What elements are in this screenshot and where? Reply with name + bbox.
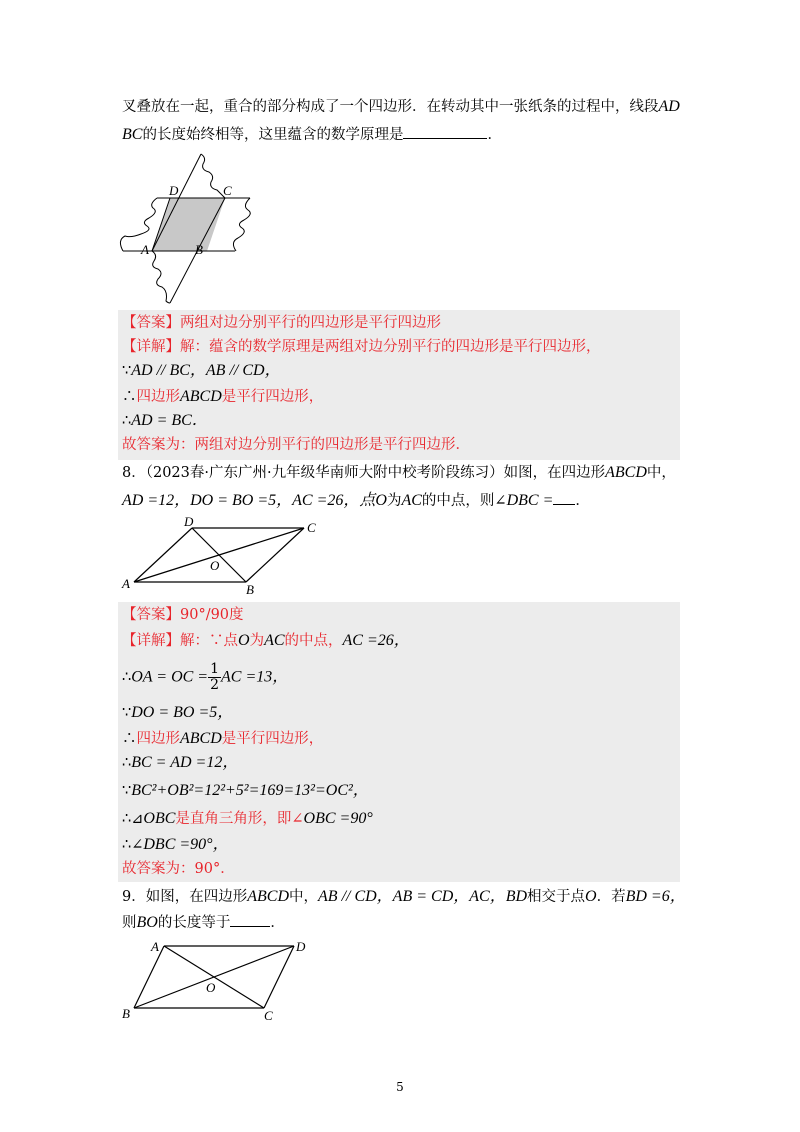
stem-end: ． [487,127,502,143]
q8-stem-line2 [122,490,590,512]
step-text: 是直角三角形，即∠ [175,811,304,827]
q7-stem-line1 [122,96,680,118]
q7-step2 [122,386,323,408]
therefore-symbol: ∴ [122,413,132,429]
final-answer: 故答案为：两组对边分别平行的四边形是平行四边形． [122,437,470,453]
step-text-end: 是平行四边形， [221,389,324,405]
angle-dbc: DBC = [506,492,554,509]
step-text-end: 是平行四边形， [221,731,324,747]
because-symbol: ∵ [122,783,132,799]
label-d: D [169,183,179,198]
label-c: C [223,183,232,198]
q8-step4 [122,752,238,774]
stem-text: 8．（2023春·广东广州·九年级华南师大附中校考阶段练习）如图，在四边形 [122,465,606,481]
stem-text: 中， [646,465,676,481]
q9-stem-line2 [122,912,285,934]
figure-q8-quadrilateral [118,514,328,600]
math-pythagoras: BC²+OB²=12²+5²=169=13²=OC²， [131,782,369,799]
figure-q9-parallelogram [118,936,318,1024]
stem-text: 为 [386,493,402,509]
because-symbol: ∵ [122,363,132,379]
label-b: B [122,1006,130,1021]
answer-text: 两组对边分别平行的四边形是平行四边形 [180,315,441,331]
answer-blank [403,138,487,139]
math-equal: BC = AD =12， [131,754,239,771]
stem-text: 的中点，则∠ [421,493,507,509]
q8-detail [122,630,410,652]
label-b: B [246,582,254,597]
answer-text: 90°/90度 [180,607,244,623]
segment-ac: AC [401,492,422,509]
because-symbol: ∵ [122,705,132,721]
detail-tag: 【详解】 [122,633,180,649]
point-o: O [585,888,597,905]
q8-step2 [122,702,233,724]
quad-name: ABCD [180,388,222,405]
math-parallel: AD // BC，AB // CD， [131,362,281,379]
given-bd: BD =6， [625,888,686,905]
detail-text: 的中点， [284,633,343,649]
answer-tag: 【答案】 [122,607,180,623]
therefore-symbol: ∴ [122,811,132,827]
fraction-denominator: 2 [210,677,220,693]
therefore-symbol: ∴ [122,755,132,771]
q7-detail [122,336,601,358]
stem-text: 中， [289,889,319,905]
q7-step1 [122,360,281,382]
fraction-numerator: 1 [210,661,220,677]
label-b: B [195,242,203,257]
triangle-name: OBC [143,810,176,827]
q8-final [122,858,235,880]
point-o: O [375,492,387,509]
stem-text: 相交于点 [527,889,586,905]
q8-step1 [122,662,288,693]
therefore-symbol: ∴ [122,731,137,747]
answer-blank [553,504,575,505]
answer-blank [230,926,270,927]
final-answer: 故答案为：90°． [122,861,235,877]
math-rhs: AC =13， [221,668,289,686]
q7-final [122,434,470,456]
detail-text: 解：∵点 [180,633,238,649]
q8-stem-line1 [122,462,676,484]
label-d: D [296,939,306,954]
figure-paper-strips [115,148,260,306]
q8-step3 [122,728,323,750]
q8-answer [122,604,244,626]
q8-step7 [122,834,229,856]
stem-text: 的长度等于 [157,915,231,931]
label-c: C [264,1008,273,1023]
detail-tag: 【详解】 [122,339,180,355]
stem-end: ． [575,493,590,509]
segment-ad: AD [658,98,680,115]
diagonal-bd [192,528,246,582]
q9-stem-line1 [122,886,686,908]
edge-bc [246,528,304,582]
q7-step3 [122,410,208,432]
therefore-symbol: ∴∠ [122,837,144,853]
label-c: C [307,520,316,535]
therefore-symbol: ∴ [122,389,137,405]
given-conditions: AB // CD，AB = CD，AC，BD [318,888,528,905]
overlap-parallelogram [152,198,225,251]
q7-answer [122,312,441,334]
segment-ac: AC [264,632,285,649]
detail-text: 解：蕴含的数学原理是两组对边分别平行的四边形是平行四边形， [180,339,601,355]
stem-text: 9．如图，在四边形 [122,889,248,905]
page-number: 5 [396,1080,404,1094]
label-o: O [206,980,216,995]
segment-bc: BC [122,126,143,143]
point-o: O [238,632,250,649]
stem-text: 的长度始终相等，这里蕴含的数学原理是 [142,127,404,143]
math-lhs: OA = OC = [131,668,209,686]
quad-name: ABCD [605,464,647,481]
triangle-symbol: ⊿ [131,811,144,827]
step-text: 四边形 [136,389,180,405]
math-equal: DO = BO =5， [131,704,234,721]
edge-da [134,528,192,582]
stem-text: 叉叠放在一起，重合的部分构成了一个四边形．在转动其中一张纸条的过程中，线段 [122,99,659,115]
q8-step5 [122,780,369,802]
math-equal: AD = BC． [131,412,208,429]
label-a: A [141,242,149,257]
given-values: AD =12，DO = BO =5，AC =26，点 [122,492,376,509]
q8-step6 [122,808,373,830]
label-a: A [122,576,130,591]
therefore-symbol: ∴ [122,669,132,686]
step-text: 四边形 [136,731,180,747]
q7-stem-line2 [122,124,502,146]
math-angle: OBC =90° [303,810,373,827]
label-a: A [151,939,159,954]
diagonal-bd [134,946,294,1008]
quad-name: ABCD [180,730,222,747]
label-o: O [210,558,220,573]
fraction-half [208,662,221,693]
stem-text: 则 [122,915,137,931]
segment-bo: BO [136,914,158,931]
math-angle: DBC =90°， [143,836,229,853]
label-d: D [184,514,194,529]
answer-tag: 【答案】 [122,315,180,331]
quad-name: ABCD [247,888,290,905]
given-ac: AC =26， [342,632,410,649]
detail-text: 为 [249,633,265,649]
stem-end: ． [270,915,285,931]
stem-text: ．若 [596,889,626,905]
